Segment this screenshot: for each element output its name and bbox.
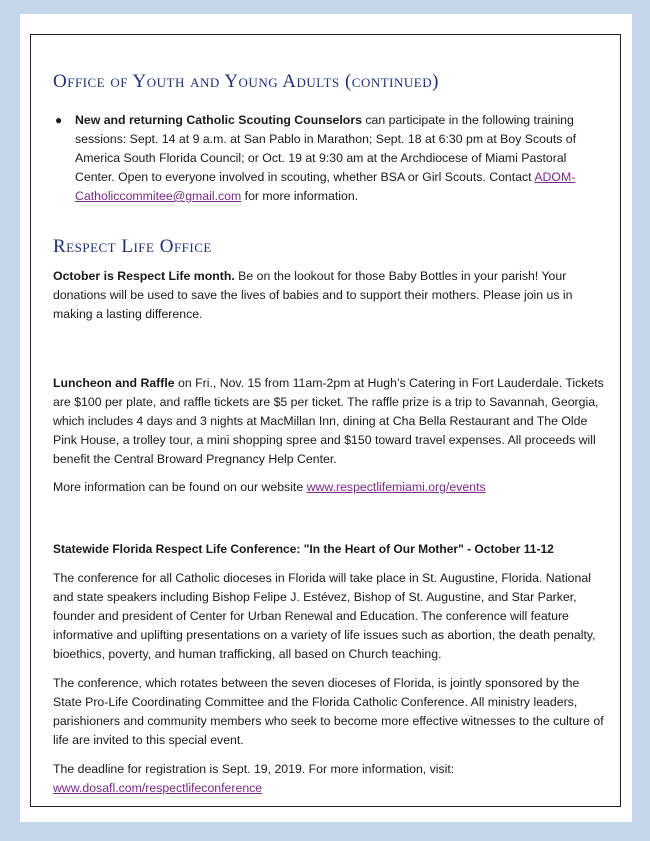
conference-paragraph-2: The conference, which rotates between the seven dioceses of Florida, is jointly sponsored by the State Pro-Life Coordinating Committee and the Florida Catholic Conference. All ministry leaders, parishioners and community members who seek to become more effective witnesses to the culture of life are invited to this special event.: [53, 676, 604, 747]
deadline-text: The deadline for registration is Sept. 19, 2019. For more information, visit:: [53, 762, 455, 776]
respect-life-heading: Respect Life Office: [53, 236, 212, 257]
luncheon-paragraph: [53, 374, 609, 469]
conference-title: Statewide Florida Respect Life Conference: "In the Heart of Our Mother" - October 11-12: [53, 542, 554, 556]
newsletter-page: [20, 14, 632, 822]
conference-registration-link[interactable]: www.dosafl.com/respectlifeconference: [53, 781, 263, 795]
respect-life-events-link[interactable]: www.respectlifemiami.org/events: [306, 480, 486, 494]
youth-office-heading: Office of Youth and Young Adults (continued): [53, 71, 439, 92]
scouting-bullet-item: [53, 111, 609, 206]
scouting-email-link[interactable]: ADOM-Catholiccommitee@gmail.com: [75, 170, 576, 203]
more-info-paragraph: [53, 478, 609, 497]
october-lead: October is Respect Life month.: [53, 269, 235, 283]
content-frame: [30, 34, 621, 807]
scouting-paragraph: [75, 111, 607, 206]
bullet-icon: ●: [55, 113, 63, 127]
conference-paragraph-1: The conference for all Catholic dioceses in Florida will take place in St. Augustine, Florida. National and state speakers including Bishop Felipe J. Estévez, Bishop of St. Augustine, and Star Parker, founder and president of Center for Urban Renewal and Education. The conference will feature informative and uplifting presentations on a variety of life issues such as abortion, the death penalty, bioethics, poverty, and human trafficking, all based on Church teaching.: [53, 571, 596, 661]
luncheon-text: on Fri., Nov. 15 from 11am-2pm at Hugh’s Catering in Fort Lauderdale. Tickets are $100 per plate, and raffle tickets are $5 per ticket. The raffle prize is a trip to Savannah, Georgia, which includes 4 days and 3 nights at MacMillan Inn, dining at Cha Bella Restaurant and The Olde Pink House, a trolley tour, a mini shopping spree and $150 toward travel expenses. All proceeds will benefit the Central Broward Pregnancy Help Center.: [53, 376, 604, 466]
scouting-text: can participate in the following training sessions: Sept. 14 at 9 a.m. at San Pablo in Marathon; Sept. 18 at 6:30 pm at Boy Scouts of America South Florida Council; or Oct. 19 at 9:30 am at the Archdiocese of Miami Pastoral Center. Open to everyone involved in scouting, whether BSA or Girl Scouts. Contact: [75, 113, 577, 184]
october-paragraph: [53, 267, 609, 324]
content-column: [53, 71, 609, 798]
october-text: Be on the lookout for those Baby Bottles in your parish! Your donations will be used to save the lives of babies and to support their mothers. Please join us in making a lasting difference.: [53, 269, 573, 321]
scouting-lead: New and returning Catholic Scouting Counselors: [75, 113, 362, 127]
more-info-text: More information can be found on our website: [53, 480, 307, 494]
conference-paragraph-3: [53, 760, 609, 798]
luncheon-lead: Luncheon and Raffle: [53, 376, 175, 390]
scouting-tail: for more information.: [241, 189, 359, 203]
